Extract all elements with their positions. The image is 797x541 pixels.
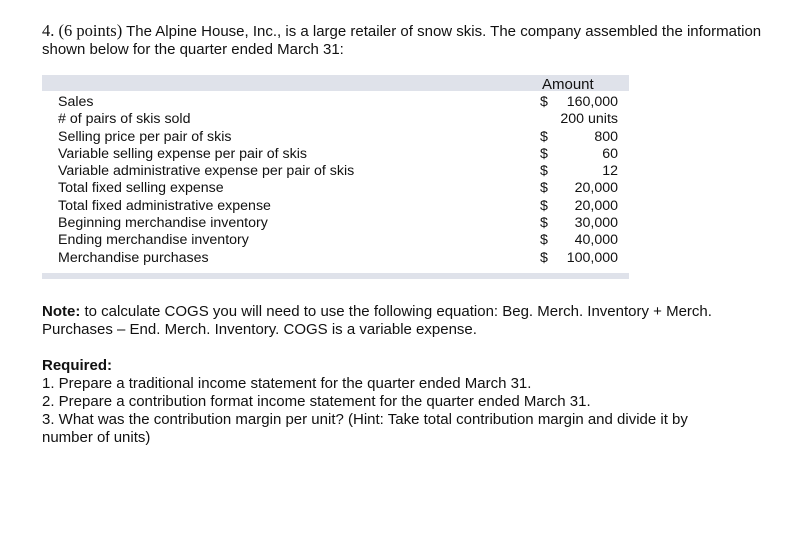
dollar-sign: $	[540, 197, 548, 214]
dollar-sign: $	[540, 215, 548, 232]
dollar-sign: $	[540, 163, 548, 180]
row-value: 800	[594, 128, 618, 145]
row-label: # of pairs of skis sold	[58, 111, 191, 128]
row-label: Total fixed selling expense	[58, 180, 224, 197]
table-row	[58, 180, 628, 197]
row-value: 60	[602, 145, 618, 162]
row-value: 30,000	[574, 215, 618, 232]
required-item-3: 3. What was the contribution margin per unit? (Hint: Take total contribution margin and divide it by number of units)	[42, 411, 688, 446]
row-value: 12	[602, 163, 618, 180]
table-row	[58, 146, 628, 163]
dollar-sign: $	[540, 94, 548, 110]
row-label: Beginning merchandise inventory	[58, 215, 268, 232]
row-label: Total fixed administrative expense	[58, 197, 271, 214]
question-number: 4. (6 points)	[42, 21, 123, 40]
row-value: 200 units	[560, 111, 618, 128]
question-intro	[42, 22, 762, 59]
table-header-band	[42, 75, 629, 91]
dollar-sign: $	[540, 249, 548, 266]
note-label: Note:	[42, 303, 81, 320]
dollar-sign: $	[540, 180, 548, 197]
data-table	[58, 94, 628, 267]
note-paragraph	[42, 303, 742, 339]
row-value: 160,000	[566, 94, 618, 110]
row-label: Sales	[58, 94, 94, 110]
table-row	[58, 250, 628, 267]
required-heading: Required:	[42, 357, 113, 374]
table-row	[58, 129, 628, 146]
table-row	[58, 111, 628, 128]
note-text: to calculate COGS you will need to use the following equation: Beg. Merch. Inventory + Merch. Purchases – End. Merch. Inventory. COGS is a variable expense.	[42, 303, 712, 338]
amount-column-header: Amount	[542, 76, 594, 93]
row-value: 20,000	[574, 197, 618, 214]
required-item-2: 2. Prepare a contribution format income statement for the quarter ended March 31.	[42, 393, 591, 410]
table-row	[58, 198, 628, 215]
table-row	[58, 232, 628, 249]
row-value: 100,000	[566, 249, 618, 266]
row-label: Variable selling expense per pair of skis	[58, 145, 307, 162]
row-label: Variable administrative expense per pair of skis	[58, 163, 355, 180]
question-text: The Alpine House, Inc., is a large retailer of snow skis. The company assembled the information shown below for the quarter ended March 31:	[42, 23, 762, 58]
row-label: Merchandise purchases	[58, 249, 209, 266]
row-value: 40,000	[574, 232, 618, 249]
dollar-sign: $	[540, 145, 548, 162]
table-footer-band	[42, 273, 629, 279]
required-section	[42, 357, 742, 447]
row-label: Selling price per pair of skis	[58, 128, 232, 145]
row-label: Ending merchandise inventory	[58, 232, 249, 249]
dollar-sign: $	[540, 232, 548, 249]
row-value: 20,000	[574, 180, 618, 197]
required-item-1: 1. Prepare a traditional income statement for the quarter ended March 31.	[42, 375, 532, 392]
table-row	[58, 94, 628, 111]
table-row	[58, 215, 628, 232]
table-row	[58, 163, 628, 180]
dollar-sign: $	[540, 128, 548, 145]
